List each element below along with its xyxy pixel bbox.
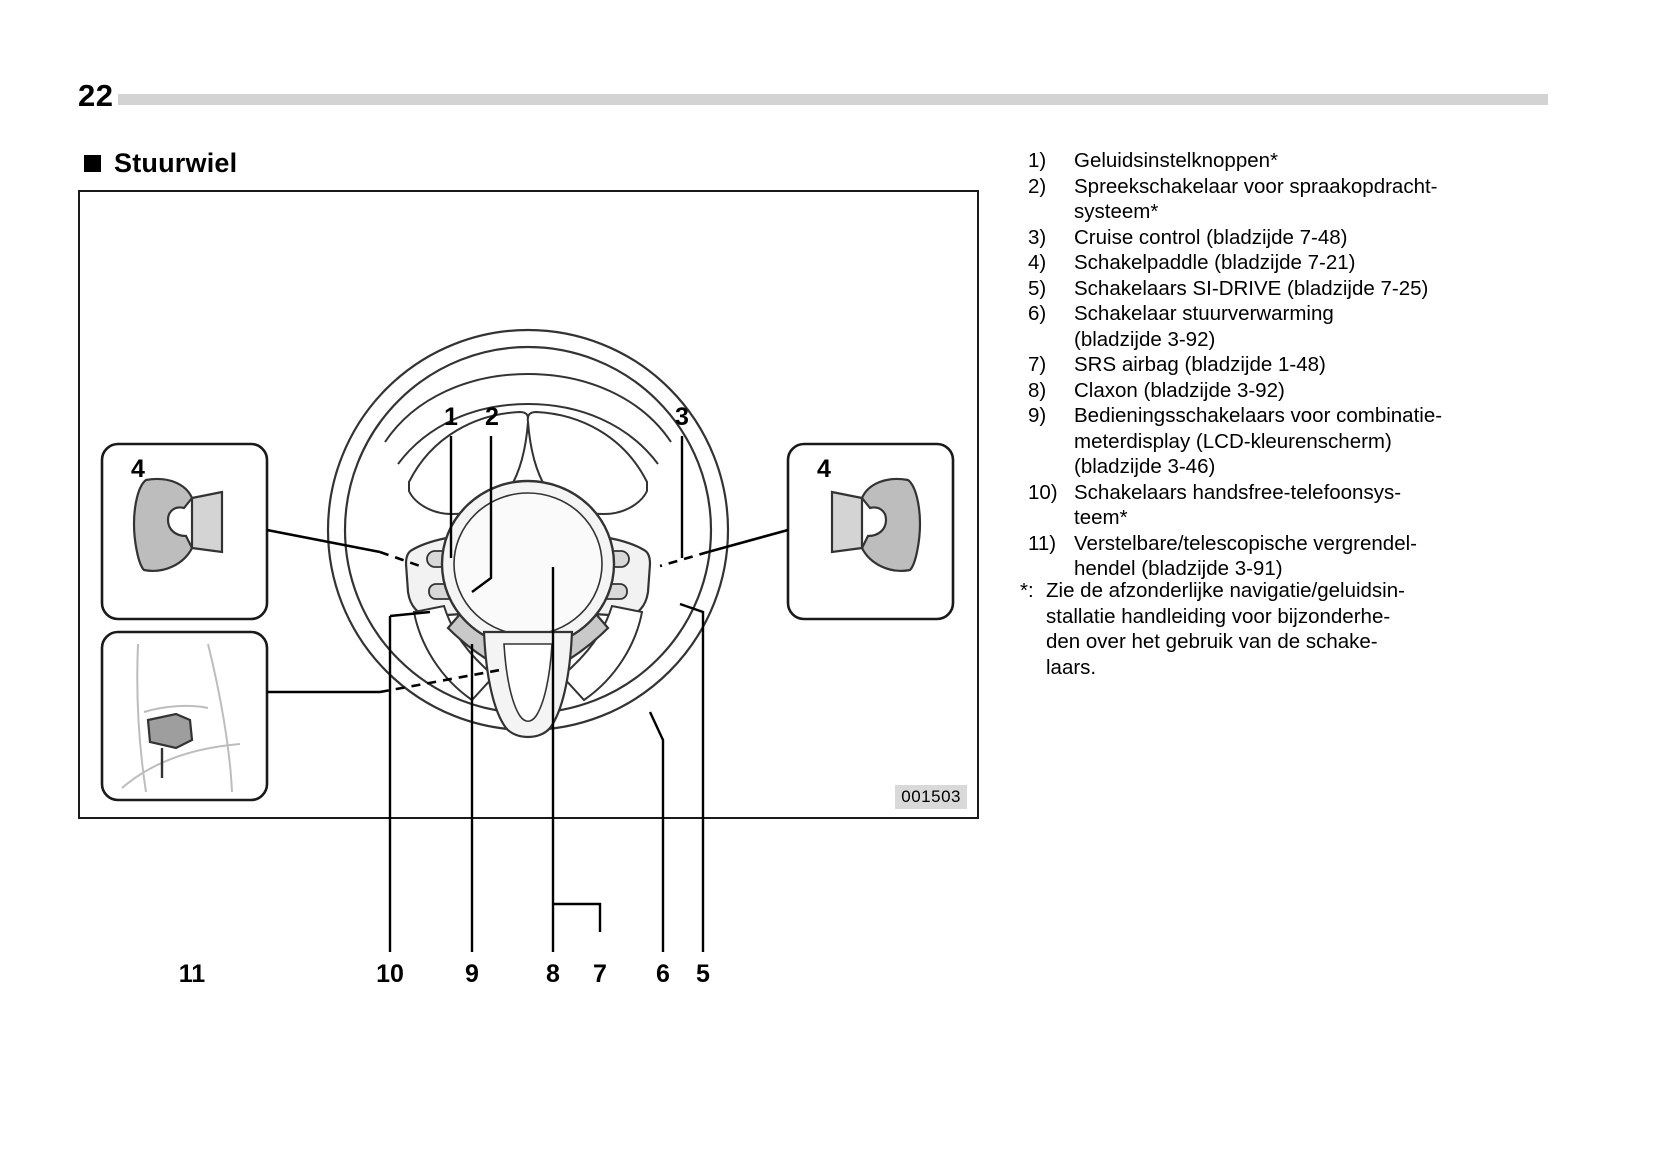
legend-number: 4) [1028,251,1047,274]
legend-number: 10) [1028,480,1058,504]
page-number: 22 [78,78,114,113]
legend-label-cont: hendel (bladzijde 3-91) [1074,557,1283,580]
legend-label: Spreekschakelaar voor spraakopdracht- [1074,174,1438,198]
callout-7: 7 [593,960,607,988]
callout-1: 1 [444,403,458,431]
legend-label: Schakelaar stuurverwarming [1074,302,1334,325]
callout-2: 2 [485,403,499,431]
legend-label: Schakelaars handsfree-telefoonsys- [1074,480,1402,504]
footnote-line: laars. [1046,655,1097,679]
legend-number: 1) [1028,149,1047,172]
footnote-line: den over het gebruik van de schake- [1046,630,1378,653]
legend-label-cont: meterdisplay (LCD-kleurenscherm) [1074,429,1392,453]
legend-label-cont2: (bladzijde 3-46) [1074,455,1216,478]
legend-list [1028,148,1548,582]
steering-wheel-figure [78,190,979,988]
legend-label: Schakelaars SI-DRIVE (bladzijde 7-25) [1074,276,1429,300]
legend-label-cont: systeem* [1074,200,1159,223]
callout-9: 9 [465,960,479,988]
legend-item-11 [1028,531,1548,582]
legend-item-9 [1028,403,1548,480]
section-heading [84,148,237,179]
legend-label: SRS airbag (bladzijde 1-48) [1074,353,1326,376]
legend-label: Claxon (bladzijde 3-92) [1074,378,1285,402]
callout-3: 3 [675,403,689,431]
legend-label-cont: (bladzijde 3-92) [1074,327,1216,351]
legend-label: Schakelpaddle (bladzijde 7-21) [1074,251,1356,274]
legend-item-8 [1028,378,1548,404]
legend-number: 7) [1028,353,1047,376]
footnote-line: stallatie handleiding voor bijzonderhe- [1046,604,1391,628]
legend-item-10 [1028,480,1548,531]
legend-item-2 [1028,174,1548,225]
legend-number: 5) [1028,276,1047,300]
legend-number: 8) [1028,378,1047,402]
legend-label: Cruise control (bladzijde 7-48) [1074,225,1348,249]
legend-item-1 [1028,148,1548,174]
legend-number: 6) [1028,302,1047,325]
legend-item-5 [1028,276,1548,302]
legend-number: 9) [1028,404,1047,427]
legend-label: Bedieningsschakelaars voor combinatie- [1074,404,1443,427]
callout-10: 10 [376,960,404,988]
section-title-text: Stuurwiel [114,148,238,178]
legend-item-6 [1028,301,1548,352]
footnote [1020,578,1548,680]
callout-4-right: 4 [817,455,831,483]
legend-label: Verstelbare/telescopische vergrendel- [1074,531,1417,555]
callout-6: 6 [656,960,670,988]
header-rule [118,94,1548,105]
legend-number: 2) [1028,174,1047,198]
footnote-body [1046,578,1548,680]
callout-11: 11 [178,960,206,988]
legend-label-cont: teem* [1074,506,1128,529]
legend-item-3 [1028,225,1548,251]
legend-label: Geluidsinstelknoppen* [1074,149,1278,172]
callout-8: 8 [546,960,560,988]
filled-square-icon [84,155,101,172]
callout-4-left: 4 [131,455,145,483]
legend-item-7 [1028,352,1548,378]
steering-wheel-diagram [80,192,977,988]
callout-5: 5 [696,960,710,988]
footnote-line: Zie de afzonderlijke navigatie/geluidsin- [1046,579,1405,602]
legend-item-4 [1028,250,1548,276]
figure-code: 001503 [895,785,967,809]
legend-number: 3) [1028,225,1047,249]
page-header [78,78,1548,114]
footnote-marker: *: [1020,579,1034,602]
legend-number: 11) [1028,531,1057,555]
